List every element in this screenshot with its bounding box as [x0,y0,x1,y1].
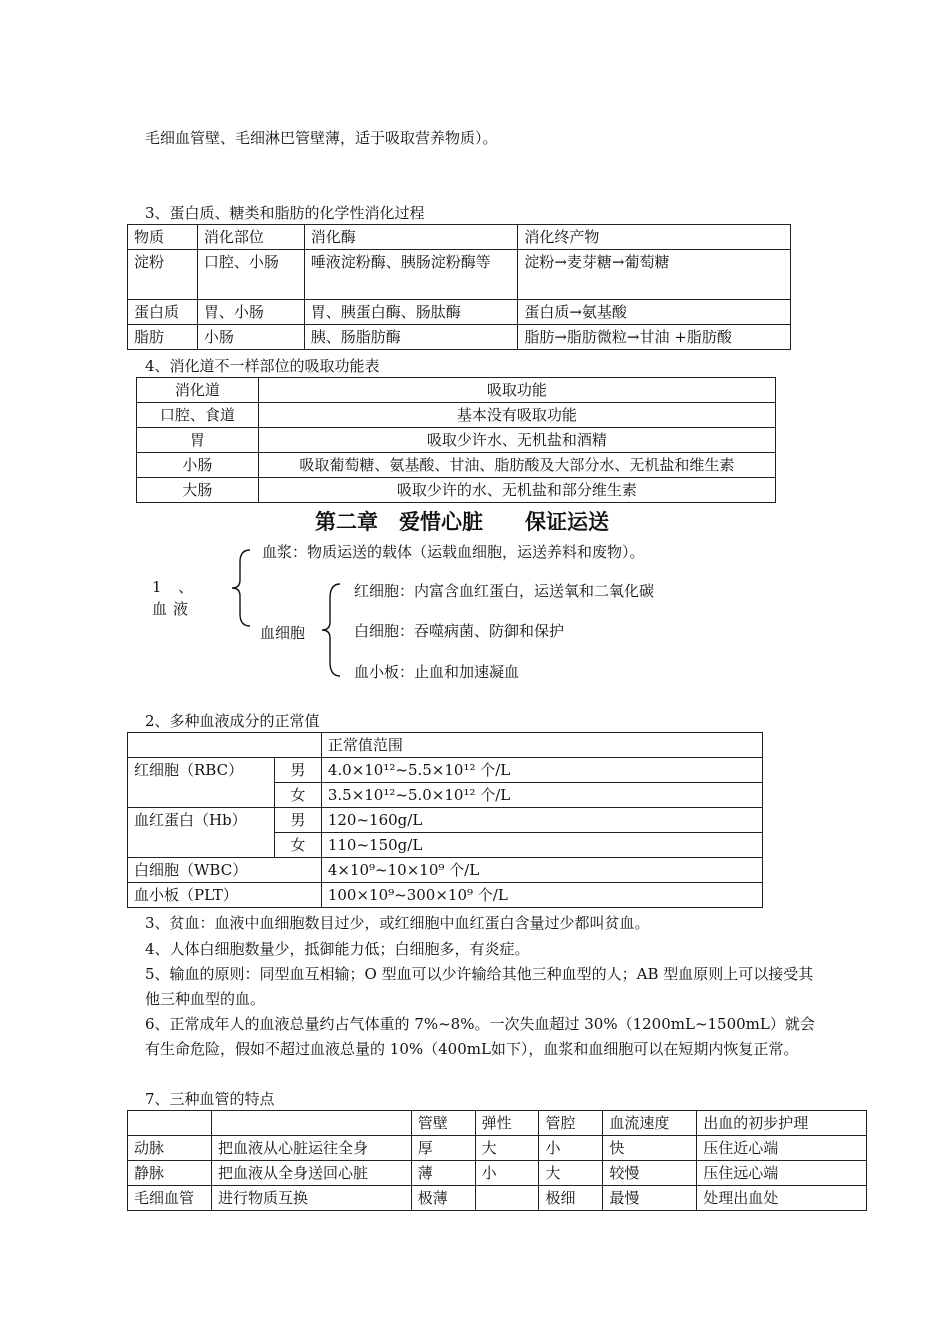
table-row [128,300,791,325]
chapter-title: 第二章 爱惜心脏 保证运送 [315,510,609,534]
table-header: 消化部位 [197,225,304,250]
table-cell: 3.5×10¹²~5.0×10¹² 个/L [321,783,762,808]
table-header: 消化道 [137,378,259,403]
brace-cells-icon [318,582,348,678]
table-cell: 女 [274,833,321,858]
table-cell: 小 [475,1161,539,1186]
note-transfusion: 5、输血的原则：同型血互相输；O 型血可以少许输给其他三种血型的人；AB 型血原则上可以接受其他三种血型的血。 [145,965,814,1008]
section7-title: 7、三种血管的特点 [145,1090,275,1108]
table-row [128,883,763,908]
table-row [128,1186,867,1211]
section2-title: 2、多种血液成分的正常值 [145,712,320,730]
blood-cells-label: 血细胞 [260,624,306,642]
table-cell: 压住近心端 [697,1136,867,1161]
table-row [128,1161,867,1186]
table-cell [128,733,322,758]
note-wbc: 4、人体白细胞数量少，抵御能力低；白细胞多，有炎症。 [145,940,530,958]
table-header: 正常值范围 [321,733,762,758]
table-cell: 女 [274,783,321,808]
table-cell: 压住远心端 [697,1161,867,1186]
table-cell: 胃 [137,428,259,453]
table-header: 出血的初步护理 [697,1111,867,1136]
table-cell: 大肠 [137,478,259,503]
table-row [128,758,763,783]
blood-values-table [127,732,763,908]
brace-blood-icon [228,548,258,628]
table-row [137,453,776,478]
note-anemia: 3、贫血：血液中血细胞数目过少，或红细胞中血红蛋白含量过少都叫贫血。 [145,914,650,932]
table-cell: 吸取葡萄糖、氨基酸、甘油、脂肪酸及大部分水、无机盐和维生素 [258,453,775,478]
table-cell: 最慢 [603,1186,697,1211]
table-row [137,403,776,428]
table-row [128,250,791,300]
table-cell: 动脉 [128,1136,212,1161]
table-cell: 胃、小肠 [197,300,304,325]
absorption-table [136,377,776,503]
table-cell: 红细胞（RBC） [128,758,275,808]
table-cell: 极薄 [411,1186,475,1211]
table-cell: 极细 [539,1186,603,1211]
table-cell: 进行物质互换 [211,1186,411,1211]
table-cell: 脂肪 [128,325,198,350]
table-cell: 胃、胰蛋白酶、肠肽酶 [304,300,518,325]
table-row [137,478,776,503]
table-cell: 较慢 [603,1161,697,1186]
plasma-text: 血浆：物质运送的载体（运载血细胞，运送养料和废物）。 [262,543,645,561]
table-cell: 静脉 [128,1161,212,1186]
table-row [128,858,763,883]
table-cell: 吸取少许水、无机盐和酒精 [258,428,775,453]
table-row [128,225,791,250]
table-cell: 处理出血处 [697,1186,867,1211]
table-cell: 脂肪→脂肪微粒→甘油 +脂肪酸 [518,325,791,350]
table-row [128,1111,867,1136]
rbc-text: 红细胞：内富含血红蛋白，运送氧和二氧化碳 [354,582,655,600]
wbc-text: 白细胞：吞噬病菌、防御和保护 [354,622,565,640]
table-cell: 厚 [411,1136,475,1161]
table-cell: 唾液淀粉酶、胰肠淀粉酶等 [304,250,518,300]
table-cell: 男 [274,758,321,783]
platelet-text: 血小板：止血和加速凝血 [354,663,520,681]
table-cell: 小肠 [197,325,304,350]
table-header: 血流速度 [603,1111,697,1136]
section3-title: 3、蛋白质、糖类和脂肪的化学性消化过程 [145,204,425,222]
blood-label: 1 、 血液 [152,578,200,618]
table-header: 管壁 [411,1111,475,1136]
table-cell: 4×10⁹~10×10⁹ 个/L [321,858,762,883]
table-cell: 120~160g/L [321,808,762,833]
table-cell: 毛细血管 [128,1186,212,1211]
table-cell: 把血液从全身送回心脏 [211,1161,411,1186]
vessels-table [127,1110,867,1211]
table-row [137,428,776,453]
table-header: 管腔 [539,1111,603,1136]
table-header: 消化终产物 [518,225,791,250]
table-cell: 小 [539,1136,603,1161]
table-header: 消化酶 [304,225,518,250]
table-row [128,733,763,758]
table-cell: 小肠 [137,453,259,478]
table-cell: 口腔、小肠 [197,250,304,300]
table-cell: 淀粉→麦芽糖→葡萄糖 [518,250,791,300]
table-header: 弹性 [475,1111,539,1136]
table-cell: 血红蛋白（Hb） [128,808,275,858]
table-row [137,378,776,403]
table-cell: 白细胞（WBC） [128,858,322,883]
table-row [128,325,791,350]
table-header: 吸取功能 [258,378,775,403]
table-cell: 蛋白质→氨基酸 [518,300,791,325]
table-cell: 血小板（PLT） [128,883,322,908]
table-cell: 男 [274,808,321,833]
table-cell: 口腔、食道 [137,403,259,428]
note-blood-volume: 6、正常成年人的血液总量约占气体重的 7%~8%。一次失血超过 30%（1200mL~1500mL）就会有生命危险，假如不超过血液总量的 10%（400mL如下），血浆和血细胞可以在短期内恢复正常。 [145,1015,815,1058]
table-cell: 110~150g/L [321,833,762,858]
table-cell: 基本没有吸取功能 [258,403,775,428]
table-cell: 吸取少许的水、无机盐和部分维生素 [258,478,775,503]
table-header [128,1111,212,1136]
table-header: 物质 [128,225,198,250]
table-cell: 蛋白质 [128,300,198,325]
section4-title: 4、消化道不一样部位的吸取功能表 [145,357,380,375]
table-cell [475,1186,539,1211]
table-cell: 大 [539,1161,603,1186]
digestion-table [127,224,791,350]
table-cell: 把血液从心脏运往全身 [211,1136,411,1161]
table-header [211,1111,411,1136]
table-cell: 快 [603,1136,697,1161]
table-cell: 胰、肠脂肪酶 [304,325,518,350]
table-row [128,1136,867,1161]
intro-line: 毛细血管壁、毛细淋巴管壁薄，适于吸取营养物质）。 [145,129,498,147]
table-cell: 100×10⁹~300×10⁹ 个/L [321,883,762,908]
table-cell: 淀粉 [128,250,198,300]
table-row [128,808,763,833]
table-cell: 4.0×10¹²~5.5×10¹² 个/L [321,758,762,783]
table-cell: 薄 [411,1161,475,1186]
table-cell: 大 [475,1136,539,1161]
